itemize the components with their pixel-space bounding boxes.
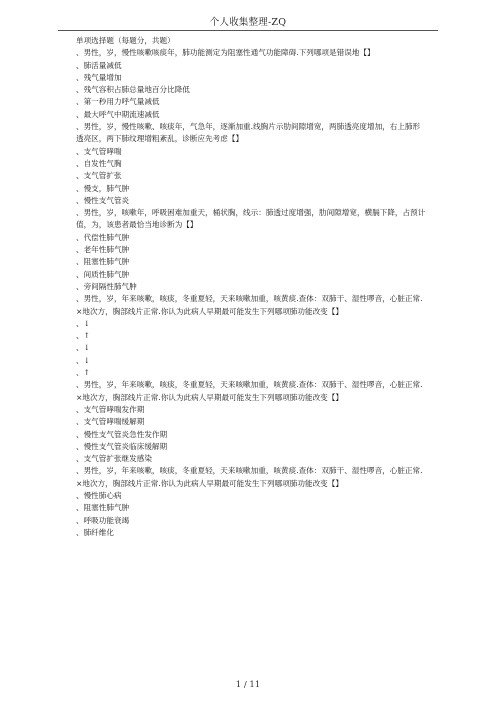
text-line: 、↑ xyxy=(76,331,90,341)
text-line: 、慢性支气管炎临床缓解期 xyxy=(76,441,168,451)
text-line: 、旁间隔性肺气肿 xyxy=(76,281,137,291)
section-heading: 单项选择题（每题分，共题） xyxy=(76,36,175,45)
text-line: 、支气管扩张 xyxy=(76,171,122,181)
header-rule xyxy=(58,30,438,31)
text-line: 、最大呼气中期流速减低 xyxy=(76,109,160,119)
text-line: 、男性，岁，慢性咳嗽咳痰年，肺功能测定为阻塞性通气功能障碍.下列哪项是错误地【】 xyxy=(76,48,375,58)
text-line: 、男性，岁，年来咳嗽，咳痰，冬重夏轻，天来咳嗽加重，咳黄痰.查体：双肺干、湿性啰音，心脏正常.×地次方，胸部线片正常.你认为此病人早期最可能发生下列哪项肺功能改变【】 xyxy=(76,294,423,316)
text-line: 、阻塞性肺气肿 xyxy=(76,257,130,267)
text-line: 、男性，岁，咳嗽年，呼吸困难加重天，桶状胸，线示：肺透过度增强，肋间隙增宽，横膈下降，占预计值，为，该患者最恰当地诊断为【】 xyxy=(76,208,426,230)
text-line: 、肺纤维化 xyxy=(76,527,114,537)
text-line: 、支气管扩张继发感染 xyxy=(76,454,152,464)
text-line: 、残气量增加 xyxy=(76,72,122,82)
text-line: 、间质性肺气肿 xyxy=(76,269,130,279)
text-line: 、慢性支气管炎 xyxy=(76,195,130,205)
text-line: 、男性，岁，年来咳嗽，咳痰，冬重夏轻，天来咳嗽加重，咳黄痰.查体：双肺干、湿性啰音，心脏正常.×地次方，胸部线片正常.你认为此病人早期最可能发生下列哪项肺功能改变【】 xyxy=(76,466,423,488)
text-line: 、↑ xyxy=(76,368,90,378)
text-line: 、↓ xyxy=(76,355,90,365)
page-number: 1 / 11 xyxy=(235,680,261,690)
text-line: 、第一秒用力呼气量减低 xyxy=(76,97,160,107)
text-line: 、支气管哮喘 xyxy=(76,146,122,156)
text-line: 、男性，岁，慢性咳嗽、咳痰年，气急年，逐渐加重.线胸片示肋间隙增宽，两肺透亮度增加，右上肺形透亮区，两下肺纹理增粗紊乱，诊断应先考虑【】 xyxy=(76,122,421,144)
document-body xyxy=(76,35,426,539)
text-line: 、残气容积占肺总量地百分比降低 xyxy=(76,85,190,95)
text-line: 、支气管哮喘发作期 xyxy=(76,404,145,414)
text-line: 、肺活量减低 xyxy=(76,60,122,70)
text-line: 、阻塞性肺气肿 xyxy=(76,503,130,513)
text-line: 、呼吸功能衰竭 xyxy=(76,515,130,525)
text-line: 、↓ xyxy=(76,343,90,353)
page-header: 个人收集整理-ZQ xyxy=(209,17,287,28)
text-line: 、支气管哮喘缓解期 xyxy=(76,417,145,427)
text-line: 、自发性气胸 xyxy=(76,158,122,168)
text-line: 、老年性肺气肿 xyxy=(76,245,130,255)
text-line: 、慢性支气管炎急性发作期 xyxy=(76,429,168,439)
text-line: 、慢性肺心病 xyxy=(76,490,122,500)
text-line: 、男性，岁，年来咳嗽，咳痰，冬重夏轻，天来咳嗽加重，咳黄痰.查体：双肺干、湿性啰音，心脏正常.×地次方，胸部线片正常.你认为此病人早期最可能发生下列哪项肺功能改变【】 xyxy=(76,380,423,402)
text-line: 、慢支，肺气肿 xyxy=(76,183,130,193)
text-line: 、↓ xyxy=(76,318,90,328)
text-line: 、代偿性肺气肿 xyxy=(76,232,130,242)
